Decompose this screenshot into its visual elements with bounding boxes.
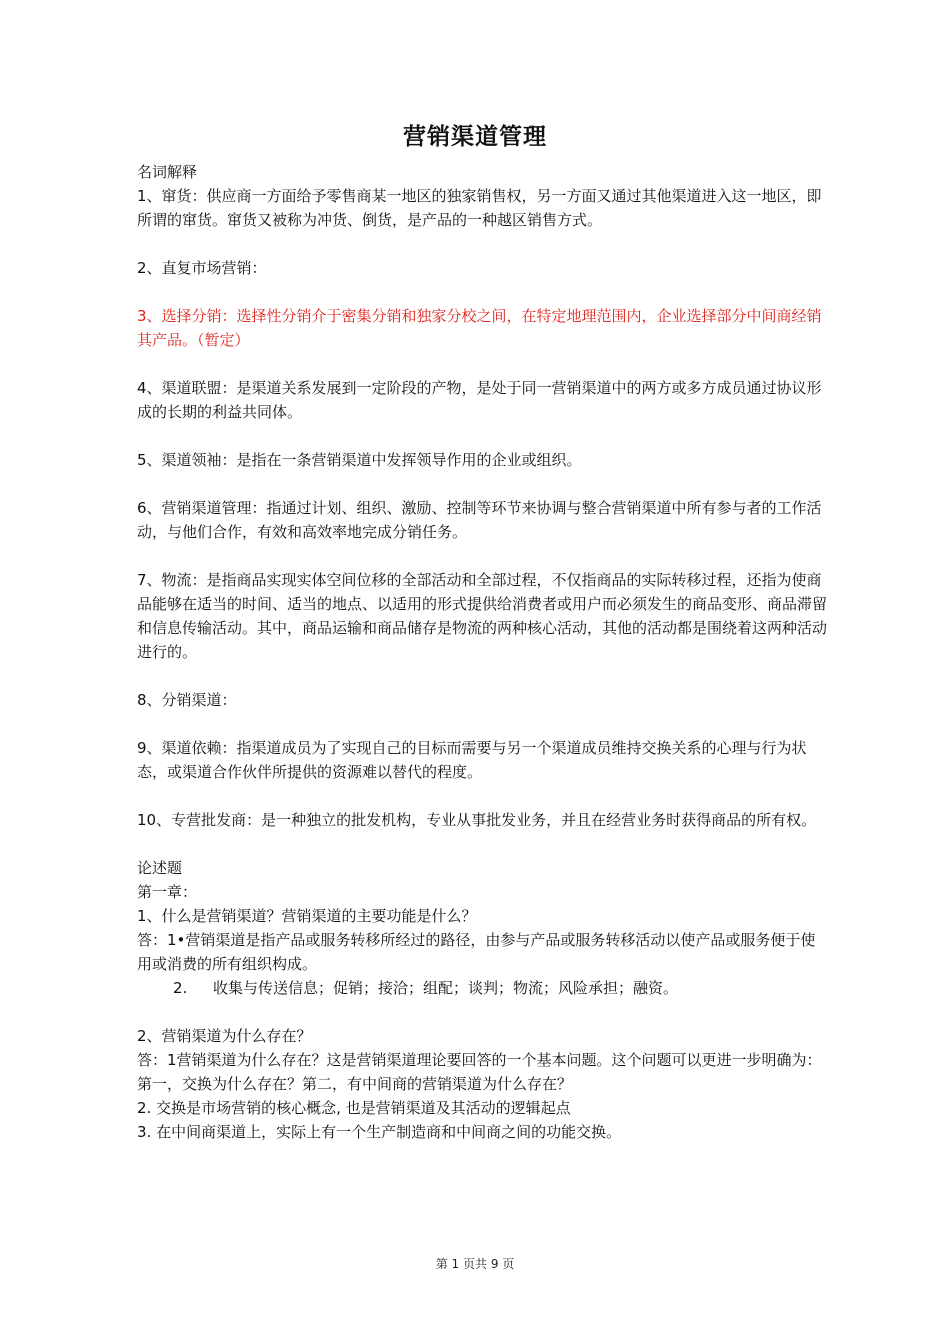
section-terms-heading: 名词解释 xyxy=(137,163,198,181)
question-2: 2、营销渠道为什么存在？ xyxy=(137,1027,312,1045)
chapter-heading: 第一章： xyxy=(137,883,198,901)
term-8: 8、分销渠道： xyxy=(137,691,237,709)
page-footer: 第 1 页共 9 页 xyxy=(435,1257,515,1271)
answer-1-number-2: 2. xyxy=(173,979,188,997)
term-6: 6、营销渠道管理：指通过计划、组织、激励、控制等环节来协调与整合营销渠道中所有参与者的工作活动，与他们合作，有效和高效率地完成分销任务。 xyxy=(137,499,822,541)
answer-1-part-1: 答：1•营销渠道是指产品或服务转移所经过的路径，由参与产品或服务转移活动以使产品或服务便于使用或消费的所有组织构成。 xyxy=(137,931,816,973)
term-7: 7、物流：是指商品实现实体空间位移的全部活动和全部过程，不仅指商品的实际转移过程，还指为使商品能够在适当的时间、适当的地点、以适用的形式提供给消费者或用户而必须发生的商品变形、商品滞留和信息传输活动。其中，商品运输和商品储存是物流的两种核心活动，其他的活动都是围绕着这两种活动进行的。 xyxy=(137,571,828,661)
document-body xyxy=(137,160,827,1144)
term-3-highlighted: 3、选择分销：选择性分销介于密集分销和独家分校之间，在特定地理范围内，企业选择部分中间商经销其产品。（暂定） xyxy=(137,307,822,349)
answer-1-part-2 xyxy=(137,976,827,1000)
document-title: 营销渠道管理 xyxy=(403,124,547,150)
term-2: 2、直复市场营销： xyxy=(137,259,267,277)
answer-1-part-2-text: 收集与传送信息；促销；接洽；组配；谈判；物流；风险承担；融资。 xyxy=(213,979,679,997)
term-10: 10、专营批发商：是一种独立的批发机构，专业从事批发业务，并且在经营业务时获得商品的所有权。 xyxy=(137,811,817,829)
term-4: 4、渠道联盟：是渠道关系发展到一定阶段的产物，是处于同一营销渠道中的两方或多方成员通过协议形成的长期的利益共同体。 xyxy=(137,379,822,421)
answer-2-part-1: 答：1营销渠道为什么存在？这是营销渠道理论要回答的一个基本问题。这个问题可以更进一步明确为：第一，交换为什么存在？第二，有中间商的营销渠道为什么存在？ xyxy=(137,1051,822,1093)
answer-2-part-2: 2. 交换是市场营销的核心概念, 也是营销渠道及其活动的逻辑起点 xyxy=(137,1099,571,1117)
term-5: 5、渠道领袖：是指在一条营销渠道中发挥领导作用的企业或组织。 xyxy=(137,451,582,469)
term-9: 9、渠道依赖：指渠道成员为了实现自己的目标而需要与另一个渠道成员维持交换关系的心理与行为状态，或渠道合作伙伴所提供的资源难以替代的程度。 xyxy=(137,739,807,781)
term-1: 1、窜货：供应商一方面给予零售商某一地区的独家销售权，另一方面又通过其他渠道进入这一地区，即所谓的窜货。窜货又被称为冲货、倒货，是产品的一种越区销售方式。 xyxy=(137,187,822,229)
section-essay-heading: 论述题 xyxy=(137,859,183,877)
answer-2-part-3: 3. 在中间商渠道上，实际上有一个生产制造商和中间商之间的功能交换。 xyxy=(137,1123,622,1141)
question-1: 1、什么是营销渠道？营销渠道的主要功能是什么？ xyxy=(137,907,477,925)
